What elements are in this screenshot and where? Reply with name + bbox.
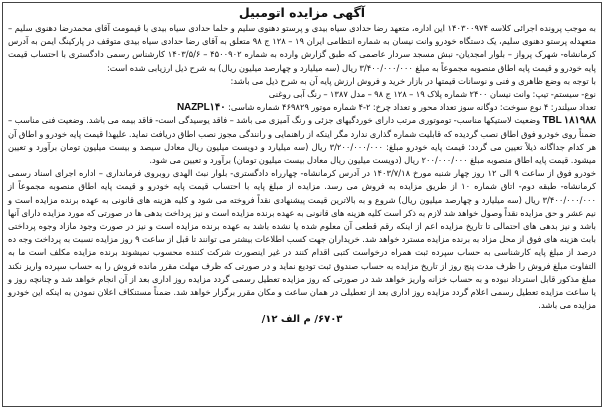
notice-paragraph-condition: با توجه به وضع ظاهری و فنی و نوسانات قیمتها در بازار خرید و فروش ارزش پایه آن به شرح ذیل می باشد: bbox=[230, 75, 596, 86]
specs-text: تعداد سیلندر: ۴ نوع سوخت: دوگانه سوز تعداد محور و تعداد چرخ: ۲-۴ شماره موتور ۴۶۹۸۲۹ شماره شاسی: bbox=[228, 102, 596, 113]
notice-reference: ۶۷۰۳/ م الف ۱۲/ bbox=[261, 314, 343, 326]
auction-notice bbox=[2, 2, 602, 407]
notice-paragraph-specs bbox=[8, 101, 596, 114]
notice-body bbox=[8, 22, 596, 312]
notice-paragraph-auction-terms: خودرو فوق از ساعت ۹ الی ۱۲ روز چهار شنبه مورخ ۱۴۰۳/۷/۱۸ در آدرس کرمانشاه- چهارراه دادگستری- بلوار نبث الهدی روبروی فرمانداری – اداره اجرای اسناد رسمی کرمانشاه- طبقه دوم- اتاق شماره ۱۰ از طریق مزایده به فروش می رسد. مزایده از مبلغ پایه با احتساب قیمت پایه خودرو و قیمت پایه اطاق منصوبه مجموعاً از ۳/۴۰۰/۰۰۰/۰۰۰ ریال (سه میلیارد و چهارصد میلیون ریال) شروع و به بالاترین قیمت پیشنهادی نقداً فروخته می شود و کلیه هزینه های قانونی به عهده برنده مزایده است و نیم عشر و حق مزایده نقداً وصول خواهد شد لازم به ذکر است کلیه هزینه های قانونی به عهده برنده مزایده است و نیز پرداخت بدهی ها در صورتی که مورد مزایده دارای آنها باشد و نیز بدهی های احتمالی تا تاریخ مزایده اعم از اینکه رقم قطعی آن معلوم شده یا نشده باشد به عهده برنده مزایده است و نیز در صورت وجود مازاد وجوه پرداختی بابت هزینه های فوق از محل مزاد به برنده مزایده مسترد خواهد شد. خریداران جهت کسب اطلاعات بیشتر می توانند تا قبل از ساعت ۹ روز مزایده نسبت به پرداخت وجه ده درصد از مبلغ پایه کارشناسی به حساب سپرده ثبت همراه درخواست کتبی اقدام کنند در غیر اینصورت شرکت کننده محسوب نمیشوند برنده مزایده مکلف است ما به التفاوت مبلغ فروش را ظرف مدت پنج روز از تاریخ مزایده به حساب صندوق ثبت تودیع نماید و در صورتی که ظرف مهلت مقرر مانده فروش را به حساب سپرده واریز نکند مبلغ مذکور قابل استرداد نبوده و به حساب خزانه واریز خواهد شد در صورتی که روز مزایده تعطیل رسمی گردد مزایده روز اداری بعد از آن انجام خواهد شد و چنانچه روز و یا ساعت مزایده تعطیل رسمی اعلام گردد مزایده روز اداری بعد از تعطیلی در همان ساعت و مکان مقرر برگزار خواهد شد. ضمناً مستنکاف اعلان نمودن به اینکه این خودرو مزایده می باشد. bbox=[8, 168, 597, 311]
plate-label: TBL ۱۸۱۹۸۸ bbox=[542, 115, 596, 127]
notice-title: آگهی مزایده اتومبیل bbox=[238, 5, 366, 20]
notice-paragraph-tires bbox=[8, 114, 596, 167]
tires-text: وضعیت لاستیکها مناسب- توموتوری مرتب دارای خوردگیهای جزئی و رنگ آمیزی می باشد – فاقد یوسیدگی است- فاقد بیمه می باشد. وضعیت فنی مناسب – ضمناً روی خودرو فوق اطاق نصب گردیده که قابلیت شماره گذاری ندارد مگر اینکه از راهنمایی و رانندگی مجوز نصب اطاق دریافت نماید. علیهذا قیمت پایه خودرو و اطاق آن هر کدام جداگانه ذیلاً تعیین می گردد: قیمت پایه خودرو مبلغ: ۳/۲۰۰/۰۰۰/۰۰۰ ریال (سه میلیارد و دویست میلیون ریال معادل سیصد و بیست میلیون تومان برآورد و تعیین میشود. قیمت پایه اطاق منصوبه مبلغ ۲۰۰/۰۰۰/۰۰۰ ریال (دویست میلیون ریال معادل بیست میلیون تومان) برآورد و تعیین می شود. bbox=[8, 115, 596, 166]
chassis-number: NAZPL۱۴۰ bbox=[176, 102, 226, 114]
notice-paragraph-vehicle-type: نوع- سیستم- تیپ: وانت نیسان ۲۴۰۰ شماره پلاک ۱۹ – ۱۲۸ ج ۹۸ – مدل ۱۳۸۷ – رنگ آبی روغنی bbox=[268, 89, 596, 100]
notice-paragraph-intro: به موجب پرونده اجرائی کلاسه ۱۴۰۳۰۰۹۷۴ این اداره، متعهد رضا حدادی سیاه بیدی و پرستو دهنوی سلیم و حلما حدادی سیاه بیدی با قیمومت آقای محمدرضا دهنوی سلیم – متعهدله پرستو دهنوی سلیم، یک دستگاه خودرو وانت نیسان به شماره انتظامی ایران ۱۹ – ۱۲۸ ج ۹۸ متعلق به آقای رضا حدادی سیاه بیدی متوقف در پارکینگ ایمن به آدرس کرمانشاه- شهرک پرواز – بلوار امجدیان- نبش مسجد سردار عاصمی که طبق گزارش وارده به شماره ۴۵۰۰۹۰۲ – ۱۴۰۳/۵/۶ کارشناس رسمی دادگستری با احتساب قیمت پایه خودرو و قیمت پایه اطاق منصوبه مجموعاً به مبلغ ۳/۴۰۰/۰۰۰/۰۰۰ ریال (سه میلیارد و چهارصد میلیون ریال) به شرح ذیل ارزیابی شده است: bbox=[8, 23, 596, 73]
